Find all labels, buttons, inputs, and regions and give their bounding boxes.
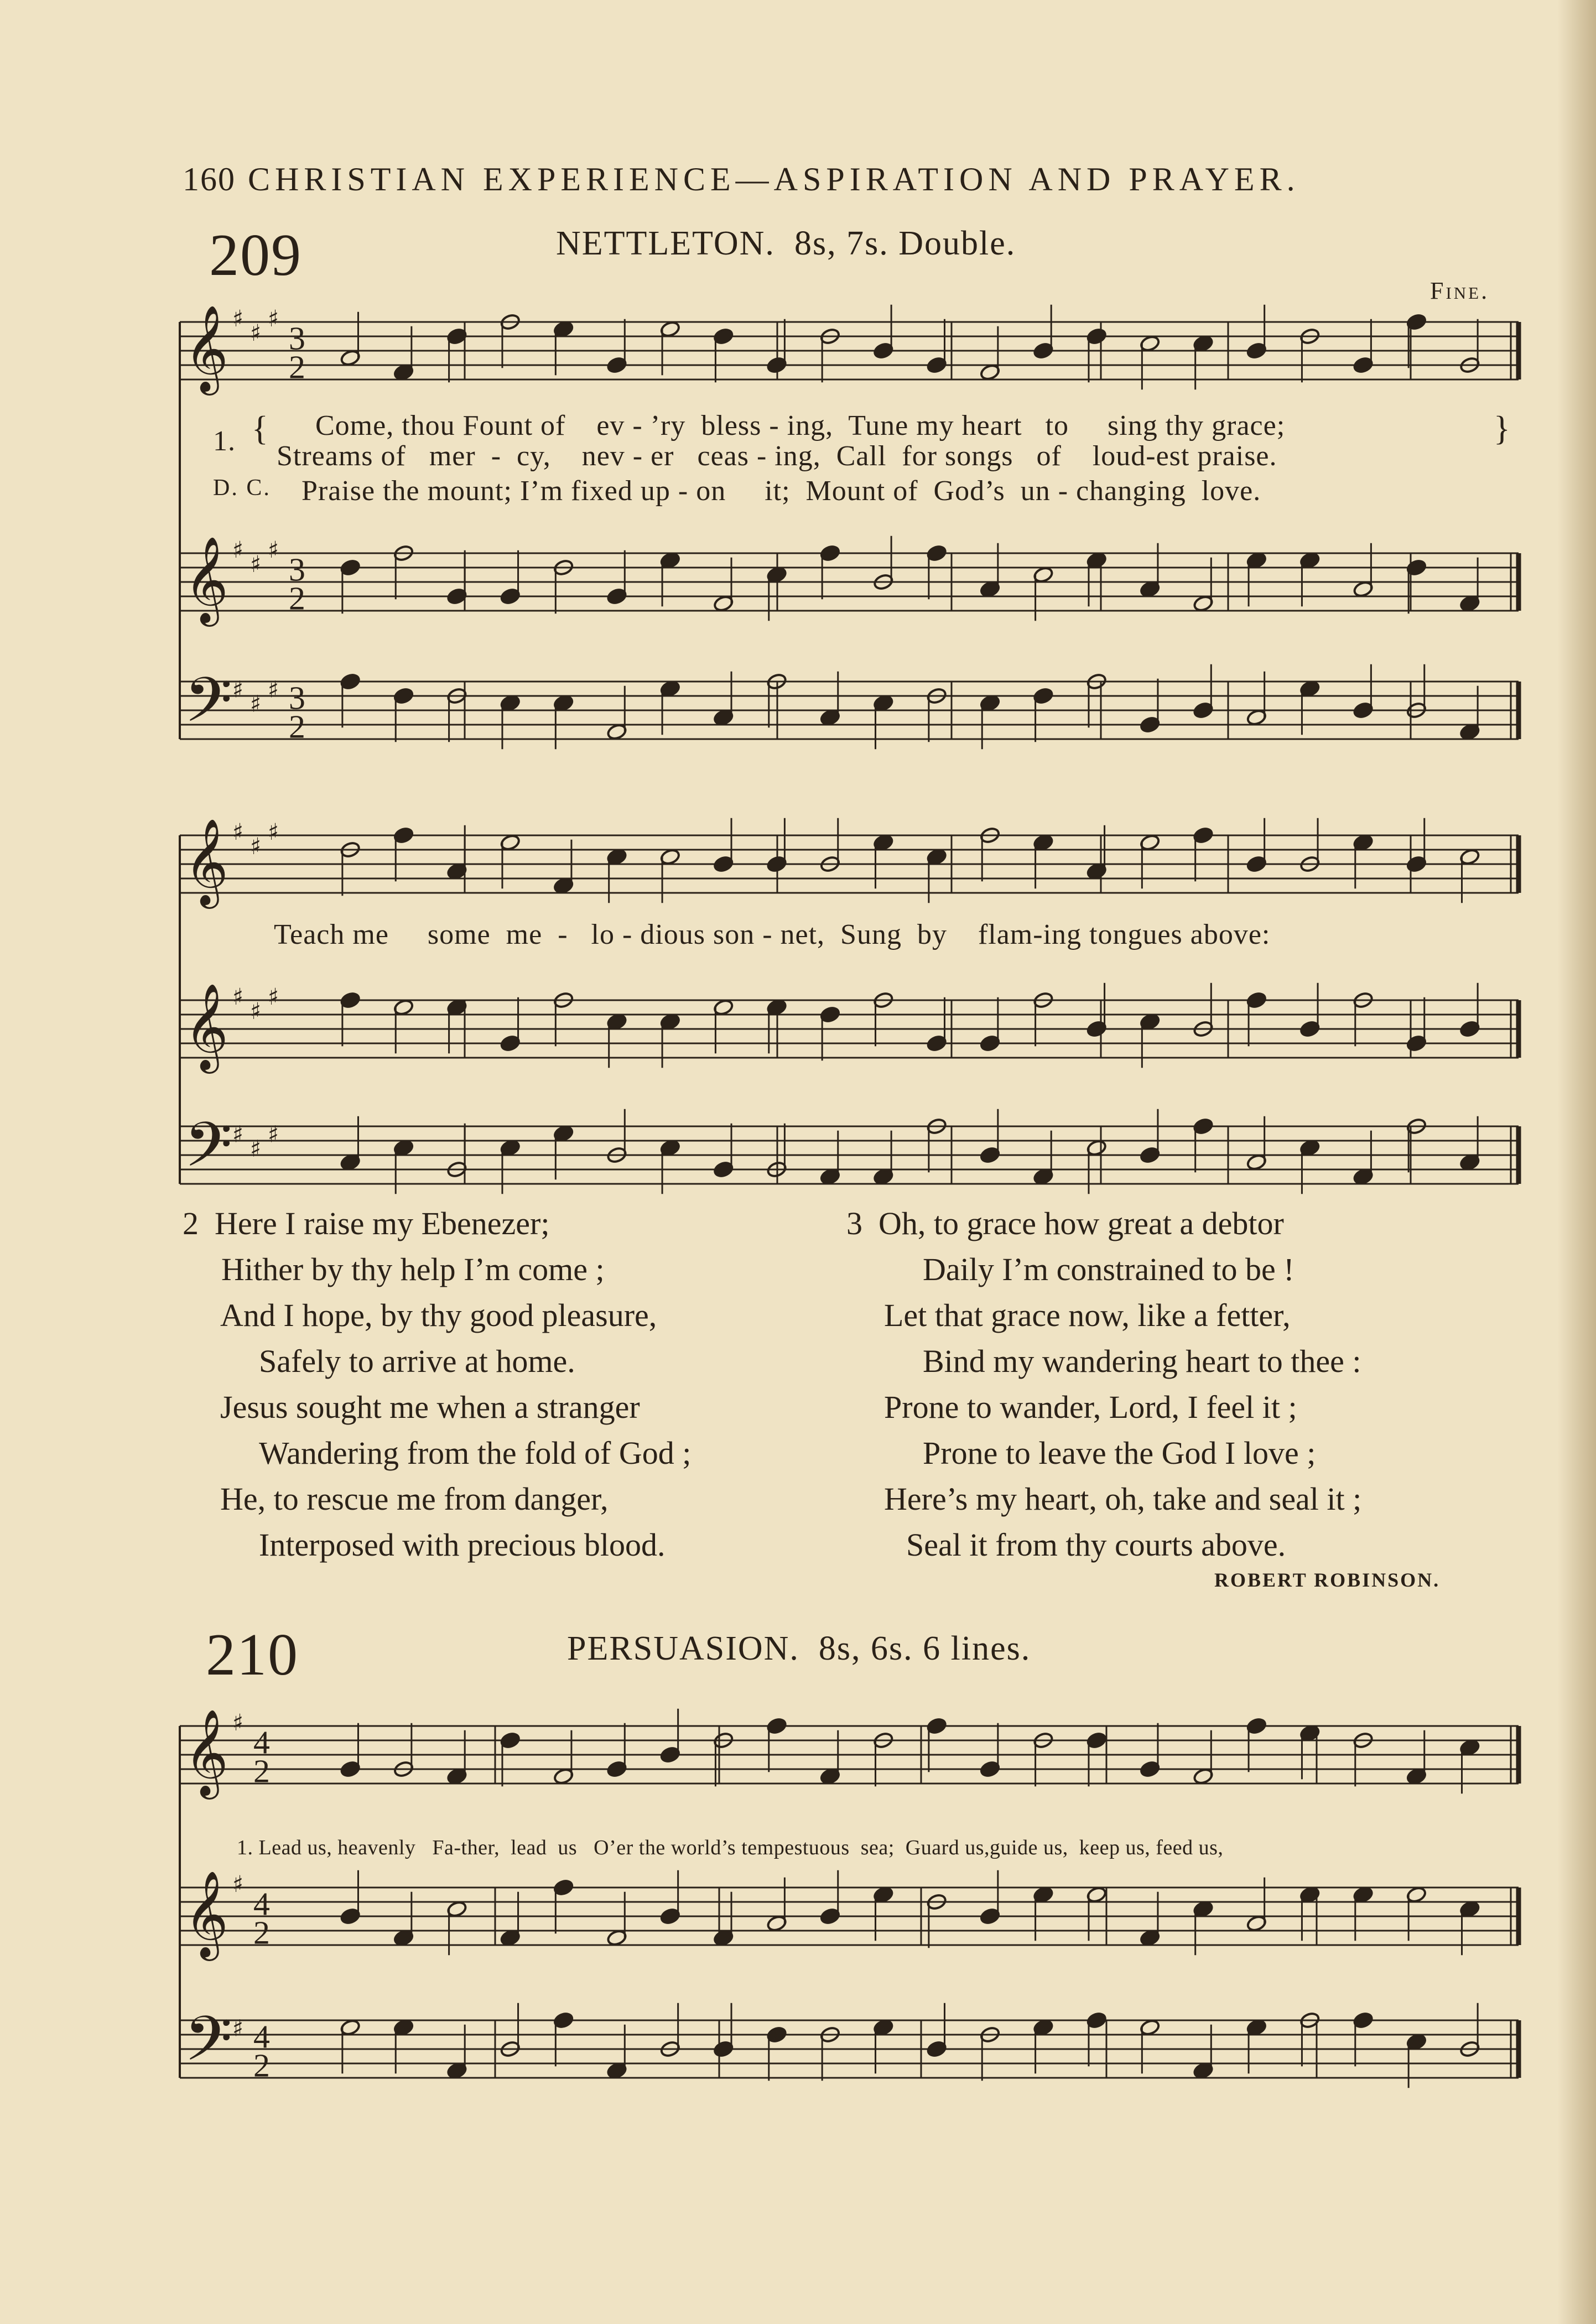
hymn-209-system-1-staff-0-time-bottom: 2 [289, 349, 305, 386]
hymn-209-number: 209 [209, 222, 302, 288]
verse-2-line-6: Wandering from the fold of God ; [259, 1435, 692, 1471]
verse-2-line-5: Jesus sought me when a stranger [220, 1389, 640, 1425]
verse-3-number: 3 [846, 1205, 862, 1241]
hymn-210-system-1-staff-0-sharp: ♯ [232, 1708, 244, 1736]
verse-2-number: 2 [183, 1205, 199, 1241]
verse-3-line-7: Here’s my heart, oh, take and seal it ; [884, 1481, 1362, 1517]
hymn-209-system-1-staff-2-sharp: ♯ [232, 675, 244, 703]
hymn-210-system-1-staff-2-sharp: ♯ [232, 2014, 244, 2042]
hymn-210-system-1-staff-1-time-top: 4 [253, 1885, 270, 1922]
brace-left: { [252, 410, 269, 448]
lyric-line-3: Praise the mount; I’m fixed up - on it; Mount of God’s un - changing love. [301, 475, 1261, 507]
hymn-210-system-1-staff-2-clef: 𝄢 [184, 2003, 232, 2090]
page-number: 160 [183, 161, 236, 197]
hymn-209-system-1-staff-1-time-bottom: 2 [289, 580, 305, 617]
hymn-209-system-2-staff-0-clef: 𝄞 [184, 818, 228, 905]
verse-number-1: 1. [213, 425, 236, 457]
hymn-209-system-1-staff-2-time-bottom: 2 [289, 708, 305, 745]
hymn-209-system-1-staff-1-sharp: ♯ [268, 535, 279, 563]
hymn-209-system-1-staff-0-sharp: ♯ [232, 304, 244, 332]
hymn-209-system-2-staff-0-sharp: ♯ [232, 818, 244, 845]
running-title: CHRISTIAN EXPERIENCE—ASPIRATION AND PRAYER. [248, 161, 1300, 197]
hymn-210-system-1-staff-1-clef: 𝄞 [184, 1870, 228, 1957]
verse-3-line-6: Prone to leave the God I love ; [923, 1435, 1316, 1471]
lyric-line-4: Teach me some me - lo - dious son - net, Sung by flam-ing tongues above: [274, 919, 1271, 950]
hymn-209-system-2-staff-1-sharp: ♯ [268, 982, 279, 1010]
hymn-209-system-2-staff-2-sharp: ♯ [250, 1135, 262, 1162]
lyric-line-2: Streams of mer - cy, nev - er ceas - ing, Call for songs of loud-est praise. [277, 440, 1277, 472]
hymn-210-lyric-line-1: 1. Lead us, heavenly Fa-ther, lead us O’er the world’s tempestuous sea; Guard us,guide us, keep us, feed us, [237, 1836, 1224, 1859]
hymn-209-system-2-staff-1-sharp: ♯ [232, 982, 244, 1010]
hymn-209-system-1-staff-0-clef: 𝄞 [184, 304, 228, 392]
hymn-209-system-2-staff-1-sharp: ♯ [250, 997, 262, 1025]
hymn-209-system-1-staff-1-clef: 𝄞 [184, 535, 228, 623]
hymn-209-system-1-staff-1-sharp: ♯ [232, 535, 244, 563]
hymn-209-system-1-staff-0-time-top: 3 [289, 320, 305, 357]
author-credit: ROBERT ROBINSON. [1214, 1569, 1441, 1591]
hymn-210-system-1-staff-1-time-bottom: 2 [253, 1914, 270, 1951]
verse-3-line-2: Daily I’m constrained to be ! [923, 1251, 1295, 1287]
hymn-209-system-2-staff-2-sharp: ♯ [268, 1120, 279, 1148]
hymn-209-system-2-staff-2-sharp: ♯ [232, 1120, 244, 1148]
hymn-210-system-1-staff-0-time-top: 4 [253, 1724, 270, 1761]
hymn-209-system-1-staff-1-sharp: ♯ [250, 550, 262, 578]
hymn-209-system-2-staff-0-sharp: ♯ [250, 832, 262, 860]
hymn-209-system-1-staff-2-time-top: 3 [289, 679, 305, 716]
hymn-210-number: 210 [206, 1622, 299, 1688]
hymn-210-title [567, 1629, 1031, 1668]
verse-2-line-3: And I hope, by thy good pleasure, [220, 1297, 657, 1333]
verse-3 [846, 1200, 1361, 1568]
hymn-209-meter: 8s, 7s. Double. [794, 225, 1016, 262]
hymn-209-system-2-staff-1-clef: 𝄞 [184, 982, 228, 1070]
hymn-209-system-2-staff-2-clef: 𝄢 [184, 1109, 232, 1196]
brace-right: } [1494, 410, 1511, 448]
verse-3-line-4: Bind my wandering heart to thee : [923, 1343, 1361, 1379]
verse-2-line-2: Hither by thy help I’m come ; [221, 1251, 605, 1287]
hymn-209-system-1-staff-1-time-top: 3 [289, 551, 305, 588]
verse-2 [183, 1200, 691, 1568]
hymn-209-system-1-staff-2-clef: 𝄢 [184, 664, 232, 751]
hymn-210-tune: PERSUASION. [567, 1630, 799, 1667]
hymn-209-system-1-staff-2-sharp: ♯ [268, 675, 279, 703]
verse-2-line-4: Safely to arrive at home. [259, 1343, 575, 1379]
hymn-210-system-1-staff-0-time-bottom: 2 [253, 1753, 270, 1790]
verse-2-line-1: Here I raise my Ebenezer; [215, 1205, 550, 1241]
hymn-209-system-1-staff-0-sharp: ♯ [250, 319, 262, 346]
verse-3-line-3: Let that grace now, like a fetter, [884, 1297, 1291, 1333]
verse-3-line-5: Prone to wander, Lord, I feel it ; [884, 1389, 1297, 1425]
hymn-210-system-1-staff-1-sharp: ♯ [232, 1870, 244, 1897]
lyric-line-1: Come, thou Fount of ev - ’ry bless - ing, Tune my heart to sing thy grace; [315, 410, 1286, 441]
verse-2-line-8: Interposed with precious blood. [259, 1527, 666, 1563]
hymn-209-system-1-staff-2-sharp: ♯ [250, 690, 262, 718]
verse-2-line-7: He, to rescue me from danger, [220, 1481, 609, 1517]
hymn-210-system-1-staff-2-time-top: 4 [253, 2018, 270, 2055]
hymn-209-system-2-staff-0-sharp: ♯ [268, 818, 279, 845]
hymn-209-tune: NETTLETON. [556, 225, 775, 262]
hymn-210-meter: 8s, 6s. 6 lines. [818, 1630, 1031, 1667]
fine-mark: Fine. [1430, 277, 1490, 304]
hymn-209-system-1-staff-0-sharp: ♯ [268, 304, 279, 332]
hymn-210-system-1-staff-2-time-bottom: 2 [253, 2047, 270, 2084]
dc-label: D. C. [213, 475, 271, 501]
verse-3-line-1: Oh, to grace how great a debtor [878, 1205, 1284, 1241]
verse-3-line-8: Seal it from thy courts above. [906, 1527, 1286, 1563]
hymn-210-system-1-staff-0-clef: 𝄞 [184, 1708, 228, 1796]
